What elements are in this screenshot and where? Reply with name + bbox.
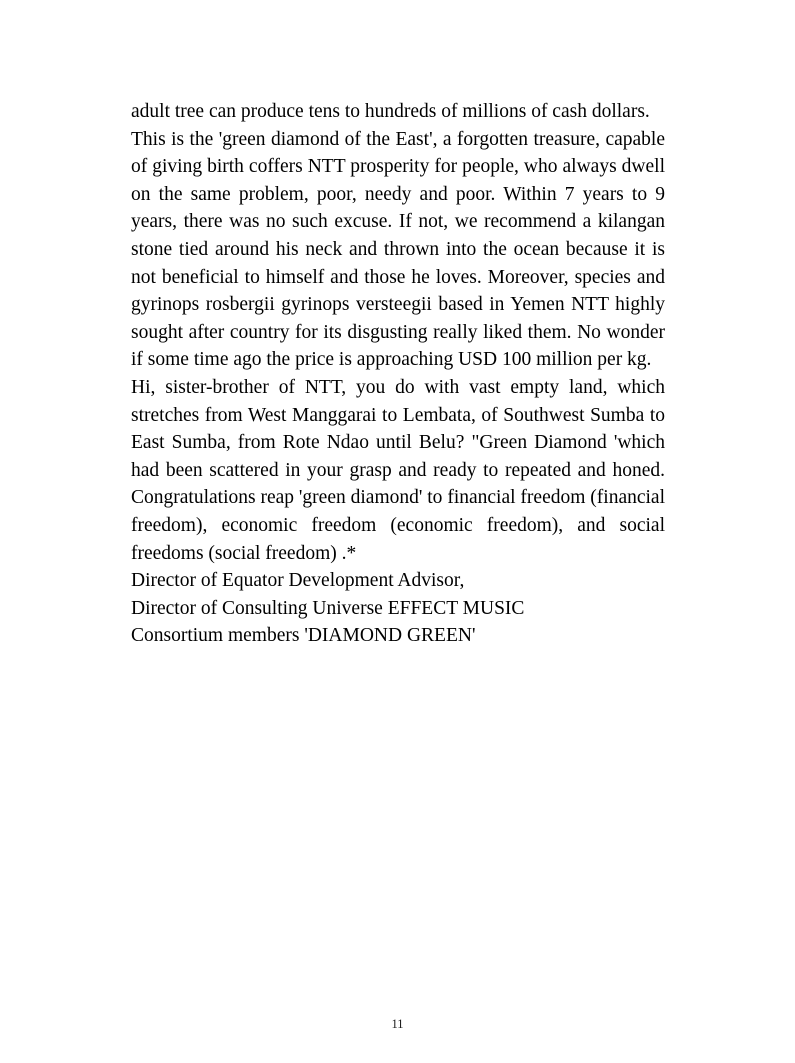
signature-line-1: Director of Equator Development Advisor, [131,570,465,592]
paragraph-2: This is the 'green diamond of the East', a forgotten treasure, capable of giving birth coffers NTT prosperity for people, who always dwell on the same problem, poor, needy and poor. Within 7 years to 9 years, there was no such excuse. If not, we recommend a kilangan stone tied around his neck and thrown into the ocean because it is not beneficial to himself and those he loves. Moreover, species and gyrinops rosbergii gyrinops versteegii based in Yemen NTT highly sought after country for its disgusting really liked them. No wonder if some time ago the price is approaching USD 100 million per kg. [131,128,665,371]
signature-line-3: Consortium members 'DIAMOND GREEN' [131,625,476,647]
paragraph-3: Hi, sister-brother of NTT, you do with vast empty land, which stretches from West Manggarai to Lembata, of Southwest Sumba to East Sumba, from Rote Ndao until Belu? "Green Diamond 'which had been scattered in your grasp and ready to repeated and honed. Congratulations reap 'green diamond' to financial freedom (financial freedom), economic freedom (economic freedom), and social freedoms (social freedom) .* [131,376,665,564]
page-body [131,98,665,650]
page-number: 11 [391,1017,404,1031]
signature-line-2: Director of Consulting Universe EFFECT MUSIC [131,597,525,619]
signature-block [131,567,665,650]
paragraph-1: adult tree can produce tens to hundreds of millions of cash dollars. [131,101,650,122]
